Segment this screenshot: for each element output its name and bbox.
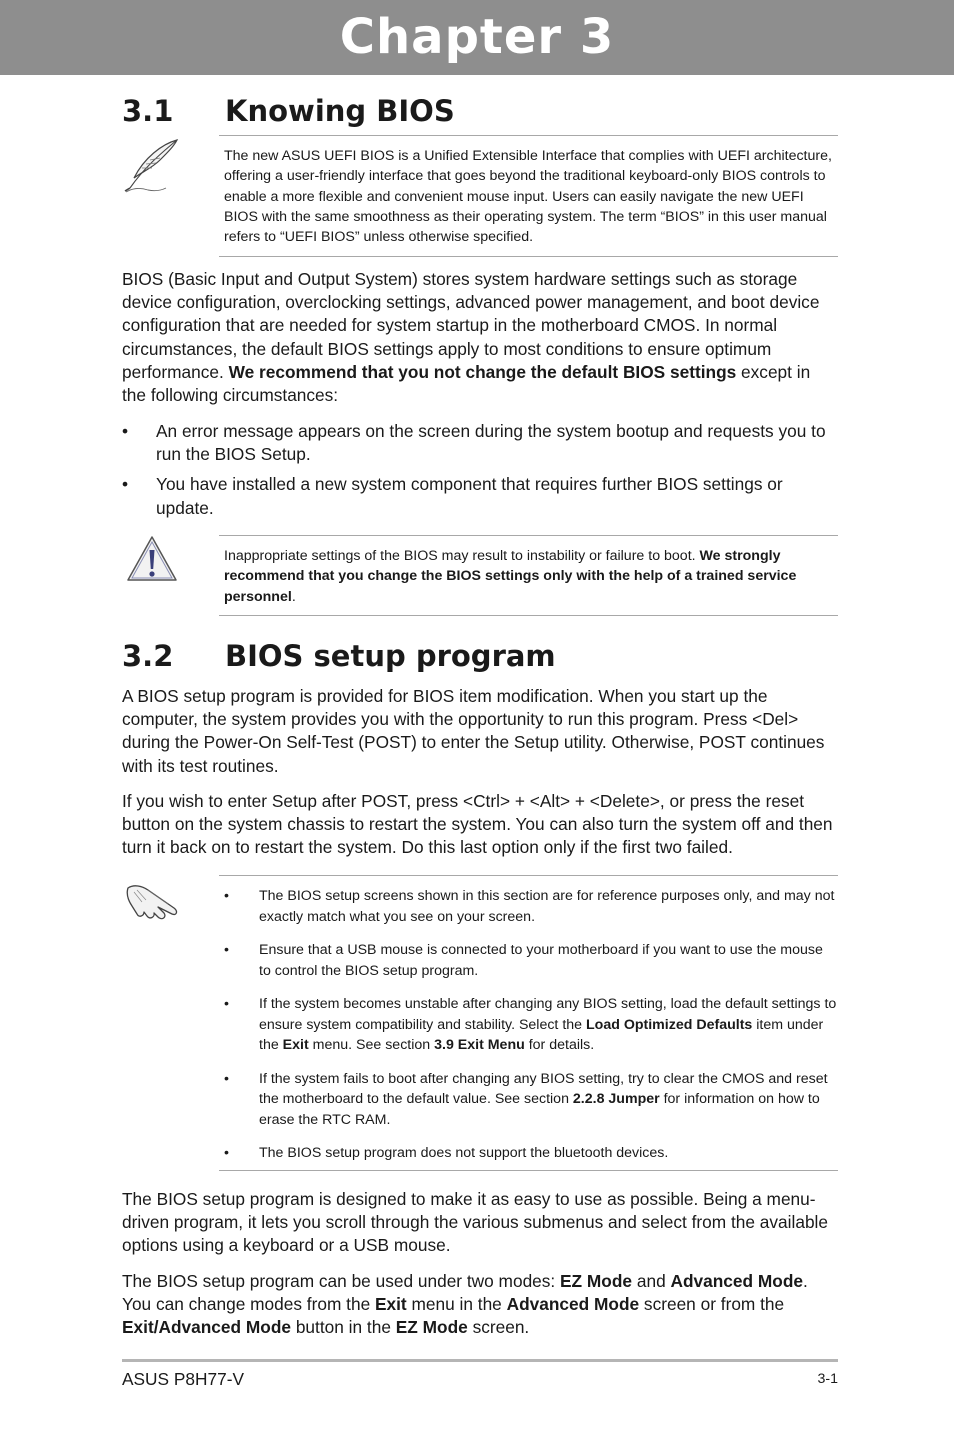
list-item <box>224 1143 838 1164</box>
bold-text: Advanced Mode <box>506 1294 640 1315</box>
list-item-text: If the system becomes unstable after changing any BIOS setting, load the default settings to ensure system compatibility and stability. Select the <box>259 996 837 1033</box>
section-heading-3-1 <box>122 93 455 129</box>
divider <box>219 256 838 257</box>
bullet: • <box>224 888 229 904</box>
uefi-note <box>224 146 838 247</box>
list-item-text: item under the <box>259 1016 824 1053</box>
divider <box>219 535 838 536</box>
setup-paragraph-1 <box>122 685 838 778</box>
intro-text: BIOS (Basic Input and Output System) stores system hardware settings such as storage device configuration, overclocking settings, advanced power management, and boot device configuration that are needed for system startup in the motherboard CMOS. In normal circumstances, the default BIOS settings apply to most conditions to ensure optimum performance. <box>122 269 820 382</box>
warning-tail: . <box>291 588 296 605</box>
list-item-text: The BIOS setup program does not support the bluetooth devices. <box>259 1145 669 1161</box>
bullet: • <box>224 942 229 958</box>
text: The BIOS setup program can be used under two modes: <box>122 1271 561 1291</box>
divider <box>219 615 838 616</box>
list-item <box>224 1069 838 1131</box>
setup-paragraph-2 <box>122 790 838 860</box>
list-item-text: Ensure that a USB mouse is connected to your motherboard if you want to use the mouse to control the BIOS setup program. <box>259 942 823 979</box>
warning-triangle-icon <box>125 534 179 589</box>
section-number: 3.1 <box>122 94 174 128</box>
bold-text: 2.2.8 Jumper <box>572 1091 660 1107</box>
setup-text-1: A BIOS setup program is provided for BIOS item modification. When you start up the computer, the system provides you with the opportunity to run this program. Press <Del> during the Power-On Self-Test (POST) to enter the Setup utility. Otherwise, POST continues with its test routines. <box>122 686 825 776</box>
list-item-text: An error message appears on the screen during the system bootup and requests you to run the BIOS Setup. <box>156 421 826 465</box>
chapter-title: Chapter 3 <box>339 9 615 65</box>
bullet: • <box>224 1145 229 1161</box>
list-item-text: for details. <box>524 1037 595 1053</box>
bold-text: EZ Mode <box>560 1271 633 1291</box>
bullet: • <box>224 1070 229 1087</box>
text: button in the <box>291 1317 396 1338</box>
text: screen or from the <box>639 1294 785 1315</box>
setup-text-3: The BIOS setup program is designed to make it as easy to use as possible. Being a menu-driven program, it lets you scroll through the various submenus and select from the available options using a keyboard or a USB mouse. <box>122 1189 829 1256</box>
section-title: Knowing BIOS <box>225 94 455 128</box>
warning-bold-text: We strongly recommend that you change the BIOS settings only with the help of a trained service personnel <box>224 548 797 605</box>
divider <box>219 1170 838 1171</box>
divider <box>219 875 838 876</box>
section-number: 3.2 <box>122 639 174 673</box>
bullet: • <box>122 421 129 441</box>
intro-tail-text: except in the following circumstances: <box>122 361 811 406</box>
bold-text: Exit/Advanced Mode <box>122 1317 292 1338</box>
list-item <box>224 940 838 981</box>
pointing-hand-icon <box>124 880 182 931</box>
text: menu in the <box>406 1294 507 1315</box>
list-item <box>122 473 838 519</box>
list-item-text: for information on how to erase the RTC RAM. <box>259 1091 820 1128</box>
list-item-text: You have installed a new system component that requires further BIOS settings or update. <box>156 474 783 518</box>
bios-intro-paragraph <box>122 268 838 407</box>
list-item <box>122 420 838 466</box>
bold-text: Load Optimized Defaults <box>585 1016 753 1033</box>
bold-text: Exit <box>282 1037 309 1053</box>
intro-bold-text: We recommend that you not change the default BIOS settings <box>228 361 737 382</box>
warning-note <box>224 546 838 607</box>
bold-text: Advanced Mode <box>670 1271 803 1291</box>
warning-text: Inappropriate settings of the BIOS may result to instability or failure to boot. <box>224 548 700 564</box>
list-item <box>224 994 838 1056</box>
bold-text: EZ Mode <box>395 1317 468 1338</box>
feather-pen-icon <box>122 138 180 199</box>
setup-paragraph-4 <box>122 1270 838 1340</box>
divider <box>219 135 838 136</box>
bold-text: Exit <box>374 1294 407 1315</box>
setup-paragraph-3 <box>122 1188 838 1258</box>
bold-text: 3.9 Exit Menu <box>434 1037 525 1053</box>
text: screen. <box>467 1317 530 1338</box>
section-title: BIOS setup program <box>225 639 556 673</box>
uefi-note-text: The new ASUS UEFI BIOS is a Unified Extensible Interface that complies with UEFI architecture, offering a user-friendly interface that goes beyond the traditional keyboard-only BIOS controls to enable a more flexible and convenient mouse input. Users can easily navigate the new UEFI BIOS with the same smoothness as their operating system. The term “BIOS” in this user manual refers to “UEFI BIOS” unless otherwise specified. <box>224 148 832 246</box>
footer-divider <box>122 1359 838 1362</box>
page-number: 3-1 <box>817 1371 838 1387</box>
footer-product: ASUS P8H77-V <box>122 1369 244 1389</box>
list-item-text: menu. See section <box>308 1037 435 1053</box>
bullet: • <box>224 996 229 1012</box>
setup-notes-list <box>224 886 838 1164</box>
list-item-text: If the system fails to boot after changing any BIOS setting, try to clear the CMOS and reset the motherboard to the default value. See section <box>259 1070 828 1107</box>
list-item <box>224 886 838 927</box>
setup-text-2: If you wish to enter Setup after POST, press <Ctrl> + <Alt> + <Delete>, or press the reset button on the system chassis to restart the system. You can also turn the system off and then turn it back on to restart the system. Do this last option only if the first two failed. <box>122 791 833 858</box>
section-heading-3-2 <box>122 638 556 674</box>
bullet: • <box>122 474 129 495</box>
circumstance-list <box>122 420 838 520</box>
text: and <box>632 1271 671 1291</box>
list-item-text: The BIOS setup screens shown in this section are for reference purposes only, and may not exactly match what you see on your screen. <box>259 888 835 925</box>
text: . You can change modes from the <box>122 1271 808 1315</box>
